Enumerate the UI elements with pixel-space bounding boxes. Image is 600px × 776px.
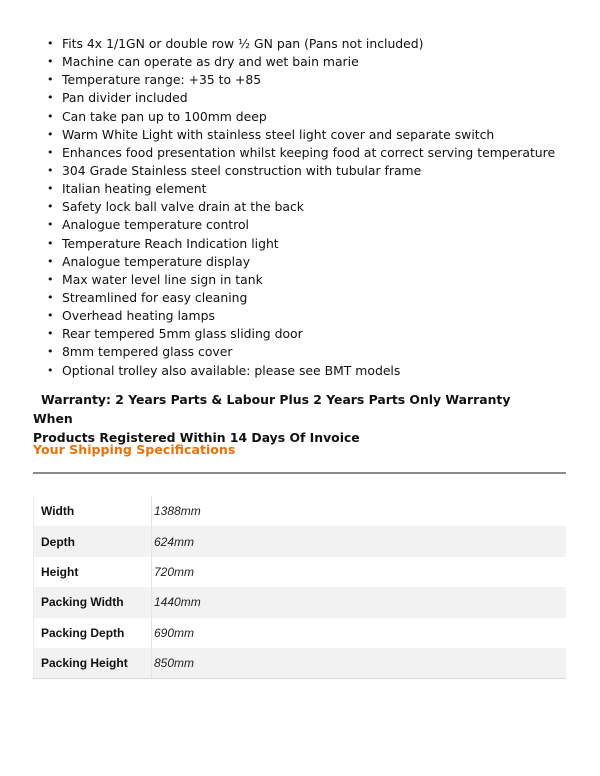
bullet-icon: • bbox=[47, 254, 54, 268]
table-row bbox=[34, 557, 567, 587]
warranty-line-1: Warranty: 2 Years Parts & Labour Plus 2 Years Parts Only Warranty When bbox=[33, 392, 511, 426]
bullet-icon: • bbox=[47, 73, 54, 87]
list-item bbox=[44, 362, 555, 380]
spec-value: 624mm bbox=[152, 526, 567, 556]
feature-text: Safety lock ball valve drain at the back bbox=[62, 199, 304, 215]
bullet-icon: • bbox=[47, 290, 54, 304]
list-item bbox=[44, 71, 555, 89]
feature-text: Fits 4x 1/1GN or double row ½ GN pan (Pans not included) bbox=[62, 36, 424, 51]
list-item bbox=[44, 235, 555, 253]
bullet-icon: • bbox=[47, 91, 54, 105]
feature-text: Max water level line sign in tank bbox=[62, 271, 263, 287]
bullet-icon: • bbox=[47, 109, 54, 123]
table-row bbox=[34, 618, 567, 648]
list-item bbox=[44, 198, 555, 216]
spec-value: 720mm bbox=[152, 557, 567, 587]
list-item bbox=[44, 216, 555, 234]
bullet-icon: • bbox=[47, 200, 54, 214]
list-item bbox=[44, 35, 555, 53]
list-item bbox=[44, 289, 555, 307]
list-item bbox=[44, 162, 555, 180]
feature-text: 8mm tempered glass cover bbox=[62, 344, 233, 360]
spec-label: Depth bbox=[34, 526, 152, 556]
feature-text: Italian heating element bbox=[62, 181, 207, 197]
list-item bbox=[44, 89, 555, 107]
bullet-icon: • bbox=[47, 182, 54, 196]
list-item bbox=[44, 307, 555, 325]
spec-value: 1388mm bbox=[152, 496, 567, 526]
bullet-icon: • bbox=[47, 127, 54, 141]
feature-text: Temperature Reach Indication light bbox=[62, 235, 279, 251]
feature-text: 304 Grade Stainless steel construction with tubular frame bbox=[62, 162, 422, 178]
bullet-icon: • bbox=[47, 218, 54, 232]
feature-text: Rear tempered 5mm glass sliding door bbox=[62, 326, 303, 342]
feature-text: Warm White Light with stainless steel light cover and separate switch bbox=[62, 126, 495, 142]
divider bbox=[33, 472, 566, 474]
list-item bbox=[44, 53, 555, 71]
list-item bbox=[44, 253, 555, 271]
feature-text: Enhances food presentation whilst keeping food at correct serving temperature bbox=[62, 144, 556, 160]
table-row bbox=[34, 526, 567, 556]
warranty-text bbox=[33, 390, 553, 447]
bullet-icon: • bbox=[47, 37, 54, 50]
list-item bbox=[44, 108, 555, 126]
spec-label: Packing Width bbox=[34, 587, 152, 617]
bullet-icon: • bbox=[47, 272, 54, 286]
bullet-icon: • bbox=[47, 327, 54, 341]
feature-text: Can take pan up to 100mm deep bbox=[62, 108, 267, 124]
feature-text: Machine can operate as dry and wet bain marie bbox=[62, 54, 359, 70]
feature-text: Optional trolley also available: please see BMT models bbox=[62, 362, 401, 378]
spec-value: 690mm bbox=[152, 618, 567, 648]
feature-text: Streamlined for easy cleaning bbox=[62, 289, 248, 305]
feature-text: Analogue temperature control bbox=[62, 217, 249, 233]
list-item bbox=[44, 180, 555, 198]
bullet-icon: • bbox=[47, 236, 54, 250]
bullet-icon: • bbox=[47, 309, 54, 323]
table-row bbox=[34, 648, 567, 679]
spec-value: 850mm bbox=[152, 648, 567, 679]
feature-text: Analogue temperature display bbox=[62, 253, 251, 269]
feature-text: Overhead heating lamps bbox=[62, 308, 215, 324]
bullet-icon: • bbox=[47, 145, 54, 159]
shipping-heading: Your Shipping Specifications bbox=[33, 442, 236, 457]
bullet-icon: • bbox=[47, 55, 54, 69]
bullet-icon: • bbox=[47, 345, 54, 359]
list-item bbox=[44, 144, 555, 162]
bullet-icon: • bbox=[47, 363, 54, 377]
spec-label: Height bbox=[34, 557, 152, 587]
warranty-line-2: Products Registered Within 14 Days Of Invoice bbox=[33, 430, 360, 445]
list-item bbox=[44, 343, 555, 361]
feature-text: Pan divider included bbox=[62, 90, 188, 106]
table-row bbox=[34, 496, 567, 526]
list-item bbox=[44, 271, 555, 289]
feature-list bbox=[44, 35, 555, 380]
spec-label: Packing Height bbox=[34, 648, 152, 679]
list-item bbox=[44, 126, 555, 144]
shipping-spec-table bbox=[33, 496, 566, 679]
feature-text: Temperature range: +35 to +85 bbox=[62, 72, 262, 88]
bullet-icon: • bbox=[47, 163, 54, 177]
list-item bbox=[44, 325, 555, 343]
spec-label: Packing Depth bbox=[34, 618, 152, 648]
table-row bbox=[34, 587, 567, 617]
spec-value: 1440mm bbox=[152, 587, 567, 617]
spec-label: Width bbox=[34, 496, 152, 526]
